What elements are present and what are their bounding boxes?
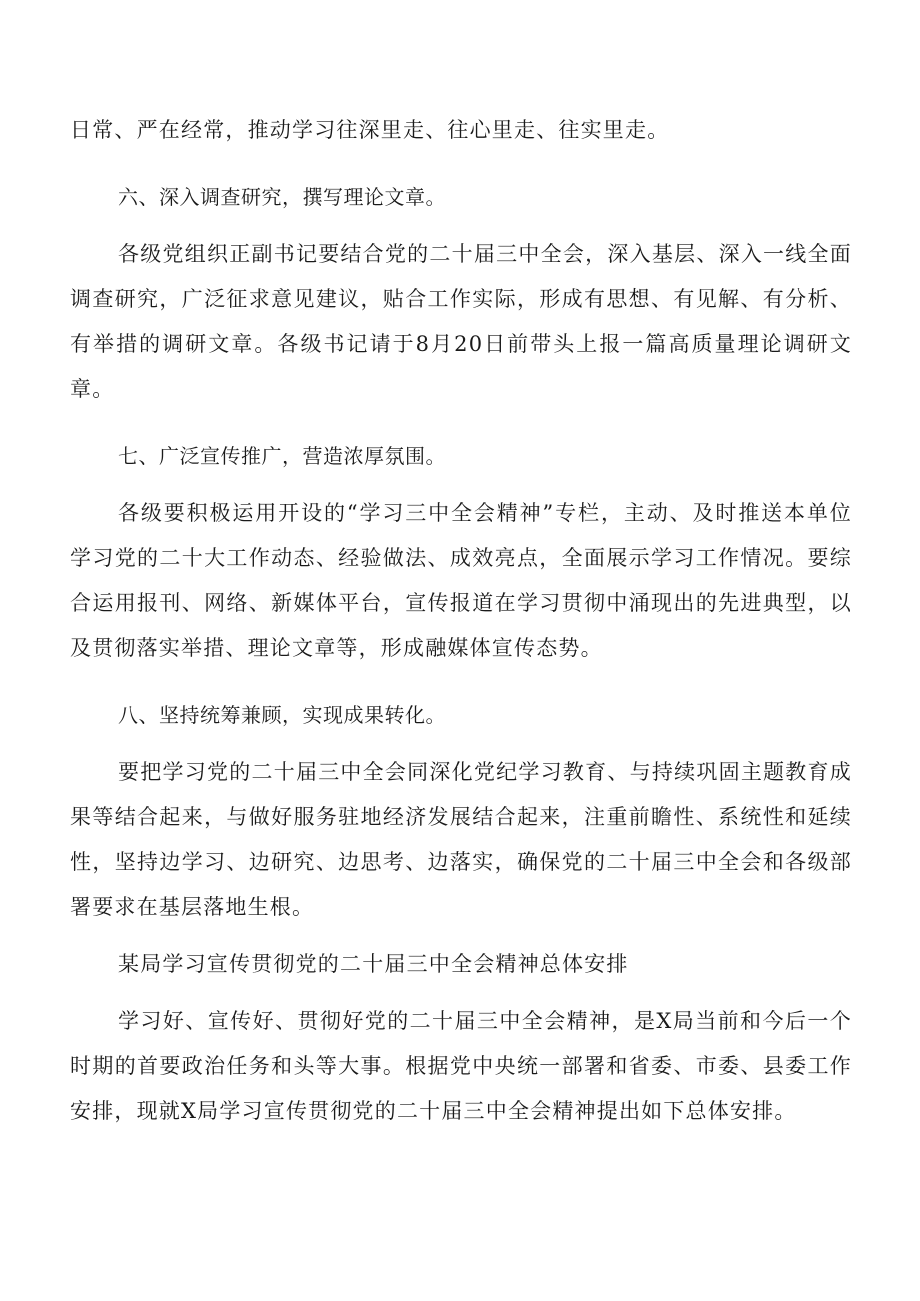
section-heading-8: 八、坚持统筹兼顾，实现成果转化。 — [118, 703, 446, 727]
section-heading-7: 七、广泛宣传推广，营造浓厚氛围。 — [118, 444, 446, 468]
paragraph-intro: 学习好、宣传好、贯彻好党的二十届三中全会精神，是X局当前和今后一个时期的首要政治任务和头等大事。根据党中央统一部署和省委、市委、县委工作安排，现就X局学习宣传贯彻党的二十届三中全会精神提出如下总体安排。 — [70, 1009, 852, 1123]
paragraph-continued: 日常、严在经常，推动学习往深里走、往心里走、往实里走。 — [70, 118, 670, 142]
document-page — [70, 108, 852, 1134]
document-title: 某局学习宣传贯彻党的二十届三中全会精神总体安排 — [118, 952, 629, 976]
paragraph-section-6: 各级党组织正副书记要结合党的二十届三中全会，深入基层、深入一线全面调查研究，广泛征求意见建议，贴合工作实际，形成有思想、有见解、有分析、有举措的调研文章。各级书记请于8月20日前带头上报一篇高质量理论调研文章。 — [70, 242, 852, 401]
section-heading-6: 六、深入调查研究，撰写理论文章。 — [118, 185, 446, 209]
paragraph-section-7: 各级要积极运用开设的“学习三中全会精神”专栏，主动、及时推送本单位学习党的二十大工作动态、经验做法、成效亮点，全面展示学习工作情况。要综合运用报刊、网络、新媒体平台，宣传报道在学习贯彻中涌现出的先进典型，以及贯彻落实举措、理论文章等，形成融媒体宣传态势。 — [70, 501, 852, 660]
paragraph-section-8: 要把学习党的二十届三中全会同深化党纪学习教育、与持续巩固主题教育成果等结合起来，与做好服务驻地经济发展结合起来，注重前瞻性、系统性和延续性，坚持边学习、边研究、边思考、边落实，确保党的二十届三中全会和各级部署要求在基层落地生根。 — [70, 760, 852, 919]
